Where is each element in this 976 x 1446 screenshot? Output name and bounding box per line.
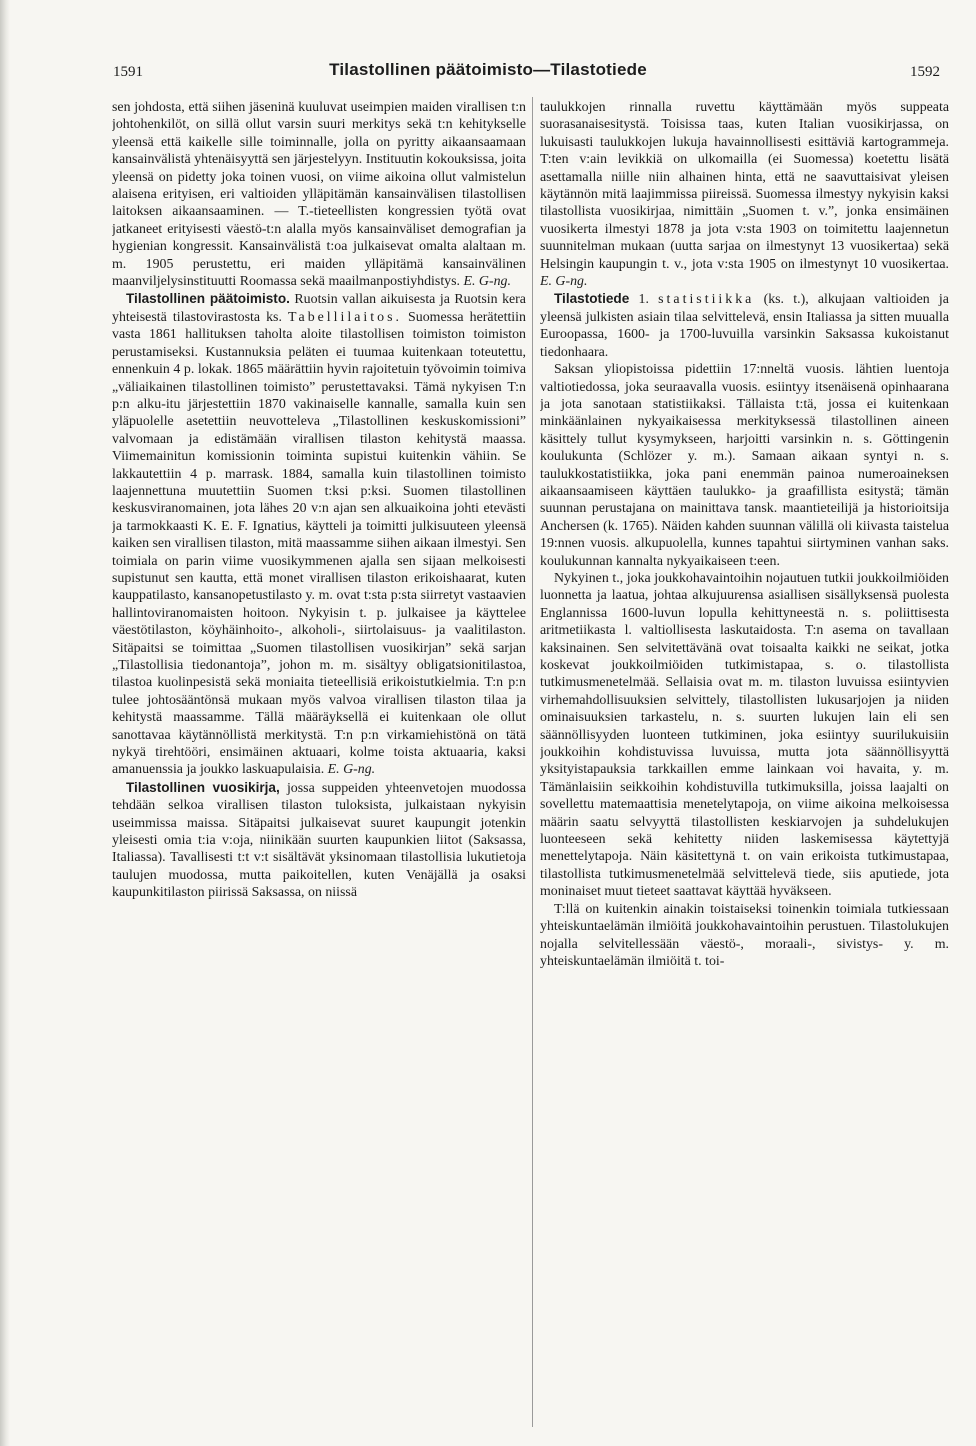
entry-tilastollinen-vuosikirja: [112, 779, 526, 902]
running-header: [0, 60, 976, 88]
paragraph: Saksan yliopistoissa pidettiin 17:nneltä vuosis. lähtien luentoja valtiotiedossa, joka seuraavalla vuosis. esiintyy itsenäisenä opinhaarana ja jota sanotaan statistiikaksi. Tällaista t:tä, jossa ei kuitenkaan minkäänlainen nykyaikaisessa merkityksessä tilastollinen aineen käsittely tullut kysymykseen, harjoitti varsinkin n. s. Göttingenin koulukunta (Schlözer y. m.). Samaan aikaan syntyi n. s. taulukkostatistiikka, joka pani enemmän painoa numeroaineksen aikaansaamiseen käyttäen taulukko- ja graafillista esitystä; tämän suunnan perustajana on mainittava tansk. maantieteilijä ja historioitsija Anchersen (k. 1765). Näiden kahden suunnan välillä oli kiivasta taistelua 19:nnen vuosis. alkupuolella, kunnes tapahtui siirtyminen vanhan saks. koulukunnan kannalta nykyaikaiseen t:een.: [540, 362, 949, 569]
running-title: Tilastollinen päätoimisto—Tilastotiede: [329, 60, 647, 79]
body-text: Suomessa herätettiin vasta 1861 hallituksen taholta aloite tilastollisen toimiston toimiston perustamiseksi. Kustannuksia peläten ei tuumaa kuitenkaan toteutettu, ennenkuin 4 p. lokak. 1865 määrättiin hyvin rajoitetuin työvoimin toimiva „väliaikainen tilastollinen toimisto” perustettavaksi. Tämä nykyisen T:n p:n alku-itu järjestettiin 1870 vakinaiselle kannalle, samalla kuin sen yläpuolelle asetettiin neuvotteleva „Tilastollinen keskuskomissioni” valvomaan ja edistämään virallisen tilaston kehitystä maassa. Viimemainitun komissionin toiminta supistui kuitenkin vähiin. Se lakkautettiin 4 p. marrask. 1884, samalla kuin tilastollinen toimisto laajennettuna muutettiin Suomen t:ksi p:ksi. Suomen tilastollinen keskusviranomainen, jota lähes 20 v:n ajan sen alkuaikoina johti etevästi ja tarmokkaasti K. E. F. Ignatius, käytteli ja toimitti julkisuuteen yleensä kaiken sen virallisen tilaston, mitä maassamme siihen aikaan ilmestyi. Sen toimiala on parin viime vuosikymmenen ajalla sen sijaan melkoisesti supistunut sen kautta, että monet virallisen tilaston erikoishaarat, kuten kauppatilasto, kansanopetustilasto y. m. ovat t:sta p:sta siirretyt vastaavien hallintoviranomaisten hoitoon. Nykyisin t. p. julkaisee ja käyttelee väestötilaston, köyhäinhoito-, alkoholi-, siirtolaisuus- ja vaalitilaston. Sitäpaitsi se toimittaa „Suomen tilastollisen vuosikirjan” sekä sarjan „Tilastollisia tiedonantoja”, johon m. m. sisältyy obligatsionitilastoa, tilastoa kuolinpesistä sekä moniaita tieteellisiä erikoistutkielmia. T:n p:n tulee johtosääntönsä mukaan myös valvoa virallisen tilaston tilaa ja kehitystä maassamme. Tällä määräyksellä ei kuitenkaan ole ollut sanottavaa käytännöllistä merkitystä. T:n p:n virkamiehistönä on tätä nykyä tirehtööri, ensimäinen aktuaari, kolme toista aktuaaria, kaksi amanuenssia ja joukko laskuapulaisia.: [112, 309, 526, 778]
entry-tilastotiede: [540, 290, 949, 361]
entry-headword: Tilastollinen päätoimisto.: [126, 291, 290, 307]
entry-headword: Tilastotiede: [554, 291, 630, 307]
body-text: sen johdosta, että siihen jäseninä kuuluvat useimpien maiden virallisen t:n johtohenkilöt, on sillä ollut varsin suuri merkitys sekä t:n kehitykselle yleensä että kaikelle sille toiminnalle, jolla on pyritty aikaansaamaan kansainvälistä yhtenäisyyttä sen järjestelyyn. Instituutin kokouksissa, joita yleensä on pidetty joka toinen vuosi, on viime aikoina ollut valmistelun alaisena erityisen, eri valtioiden ylläpitämän kansainvälisen tilastollisen laitoksen aikaansaaminen. — T.-tieteellisten kongressien työtä ovat jatkaneet erityisesti väestö-t:n alalla myös kansainväliset demografian ja hygienian kongressit. Kansainvälistä t:oa julkaisevat omalta alaltaan m. m. 1905 perustettu, eri maiden ylläpitämä kansainvälinen maanviljelysinstituutti Roomassa sekä maailmanpostiyhdistys.: [112, 100, 526, 290]
cross-reference: Tabellilaitos.: [288, 309, 402, 325]
body-text: (ks. t.), alkujaan valtioiden ja yleensä julkisten asiain tilaa selvittelevä, ensin Italiassa ja sitten muualla Euroopassa, 1600- ja 1700-luvuilla varsinkin Saksassa kukoistanut tiedonhaara.: [540, 292, 949, 360]
paragraph: [540, 99, 949, 290]
author-signature: E. G-ng.: [327, 762, 376, 778]
author-signature: E. G-ng.: [463, 274, 511, 290]
body-text: 1.: [638, 292, 649, 308]
column-divider: [532, 97, 533, 1427]
author-signature: E. G-ng.: [540, 274, 588, 290]
entry-headword: Tilastollinen vuosikirja,: [126, 779, 280, 795]
page-number-right: 1592: [910, 64, 940, 80]
right-column: [540, 99, 949, 1439]
synonym-term: statistiikka: [658, 292, 755, 308]
body-text: jossa suppeiden yhteenvetojen muodossa tehdään selkoa virallisen tilaston tuloksista, julkaistaan nykyisin useimmissa maissa. Sitäpaitsi julkaisevat suuret kaupungit jotenkin yleisesti omia t:ia v:oja, niinikään suurten kaupunkien liitot (Saksassa, Italiassa). Tavallisesti t:t v:t sisältävät yksinomaan tilastollisia lukutietoja taulujen muodossa, mutta paikoitellen, kuten Venäjällä ja osaksi kaupunkitilaston piirissä Saksassa, on niissä: [112, 780, 526, 901]
entry-tilastollinen-paatoimisto: [112, 290, 526, 778]
left-column: [112, 99, 526, 1439]
paragraph: Nykyinen t., joka joukkohavaintoihin nojautuen tutkii joukkoilmiöiden luonnetta ja laatua, johtaa alkujuurensa asiallisen sisällyksensä puolesta Englannissa 1600-luvun lopulla kehittyneestä n. s. poliittisesta aritmetiikasta l. valtiollisesta laskutaidosta. T:n asema on tavallaan kaksinainen. Sen selvitettävänä ovat toisaalta kaikki ne seikat, jotka koskevat joukkoilmiöiden tutkimistapaa, s. o. tilastollista tutkimusmenetelmää. Sellaisia ovat m. m. tilaston luvuissa esiintyvien virhemahdollisuuksien selvittely, tilastollisten lukusarjojen ja niiden ominaisuuksien tarkastelu, n. s. suurten lukujen lain eli sen säännöllisyyden luonteen tutkiminen, joka esiintyy suurilukuisiin joukkoihin kohdistuvissa luvuissa, mutta jota säännöllisyyttä yksityistapauksia tarkkaillen emme lainkaan voi havaita, y. m. Tämänlaisiin seikkoihin kohdistuvilla tutkimuksilla, joissa laajalti on sovellettu matemaattisia menetelytapoja, on viime aikoina melkoisessa määrin saatu selvyyttä tilastollisten keskiarvojen ja suhdelukujen luonteeseen sekä kehitetty niiden laskemisessa käytettyjä menettelytapoja. Näin käsitettynä t. on vain erikoista tutkimustapaa, tilastollista tutkimusmenetelmää selvittelevä tiede, siis aputiede, jota moninaiset muut tieteet saattavat käyttää hyväkseen.: [540, 570, 949, 900]
body-text: taulukkojen rinnalla ruvettu käyttämään myös suppeata suorasanaisesitystä. Toisissa taas, kuten Italian vuosikirjassa, on lukuisasti taulukkojen lukuja havainnollisesti esittäviä kartogrammeja. T:ten v:ain levikkiä on ulkomailla (ei Suomessa) koetettu lisätä asettamalla niille niin alhainen hinta, että ne saavuttaisivat yleisen käytännön mitä laajimmissa piireissä. Suomessa ilmestyy nykyisin kaksi tilastollista vuosikirjaa, nimittäin „Suomen t. v.”, jonka ensimäinen vuosikerta ilmestyi 1878 ja jota v:sta 1903 on toimitettu laajennetun suunnitelman mukaan (uutta sarjaa on ilmestynyt 13 vuosikertaa) sekä Helsingin kaupungin t. v., jota v:sta 1905 on ilmestynyt 10 vuosikertaa.: [540, 100, 949, 272]
page-binding-edge: [0, 0, 10, 1446]
paragraph: [112, 99, 526, 290]
page-number-left: 1591: [113, 64, 143, 80]
body-text: Ruotsin vallan aikuisesta ja Ruotsin kera yhteisestä tilastovirastosta ks.: [112, 292, 526, 325]
paragraph: T:llä on kuitenkin ainakin toistaiseksi toinenkin toimiala tutkiessaan yhteiskuntaelämän ilmiöitä joukkohavaintoihin perustuen. Tilastolukujen nojalla selvitellessään väestö-, moraali-, sivistys- y. m. yhteiskuntaelämän ilmiöitä t. toi-: [540, 901, 949, 969]
